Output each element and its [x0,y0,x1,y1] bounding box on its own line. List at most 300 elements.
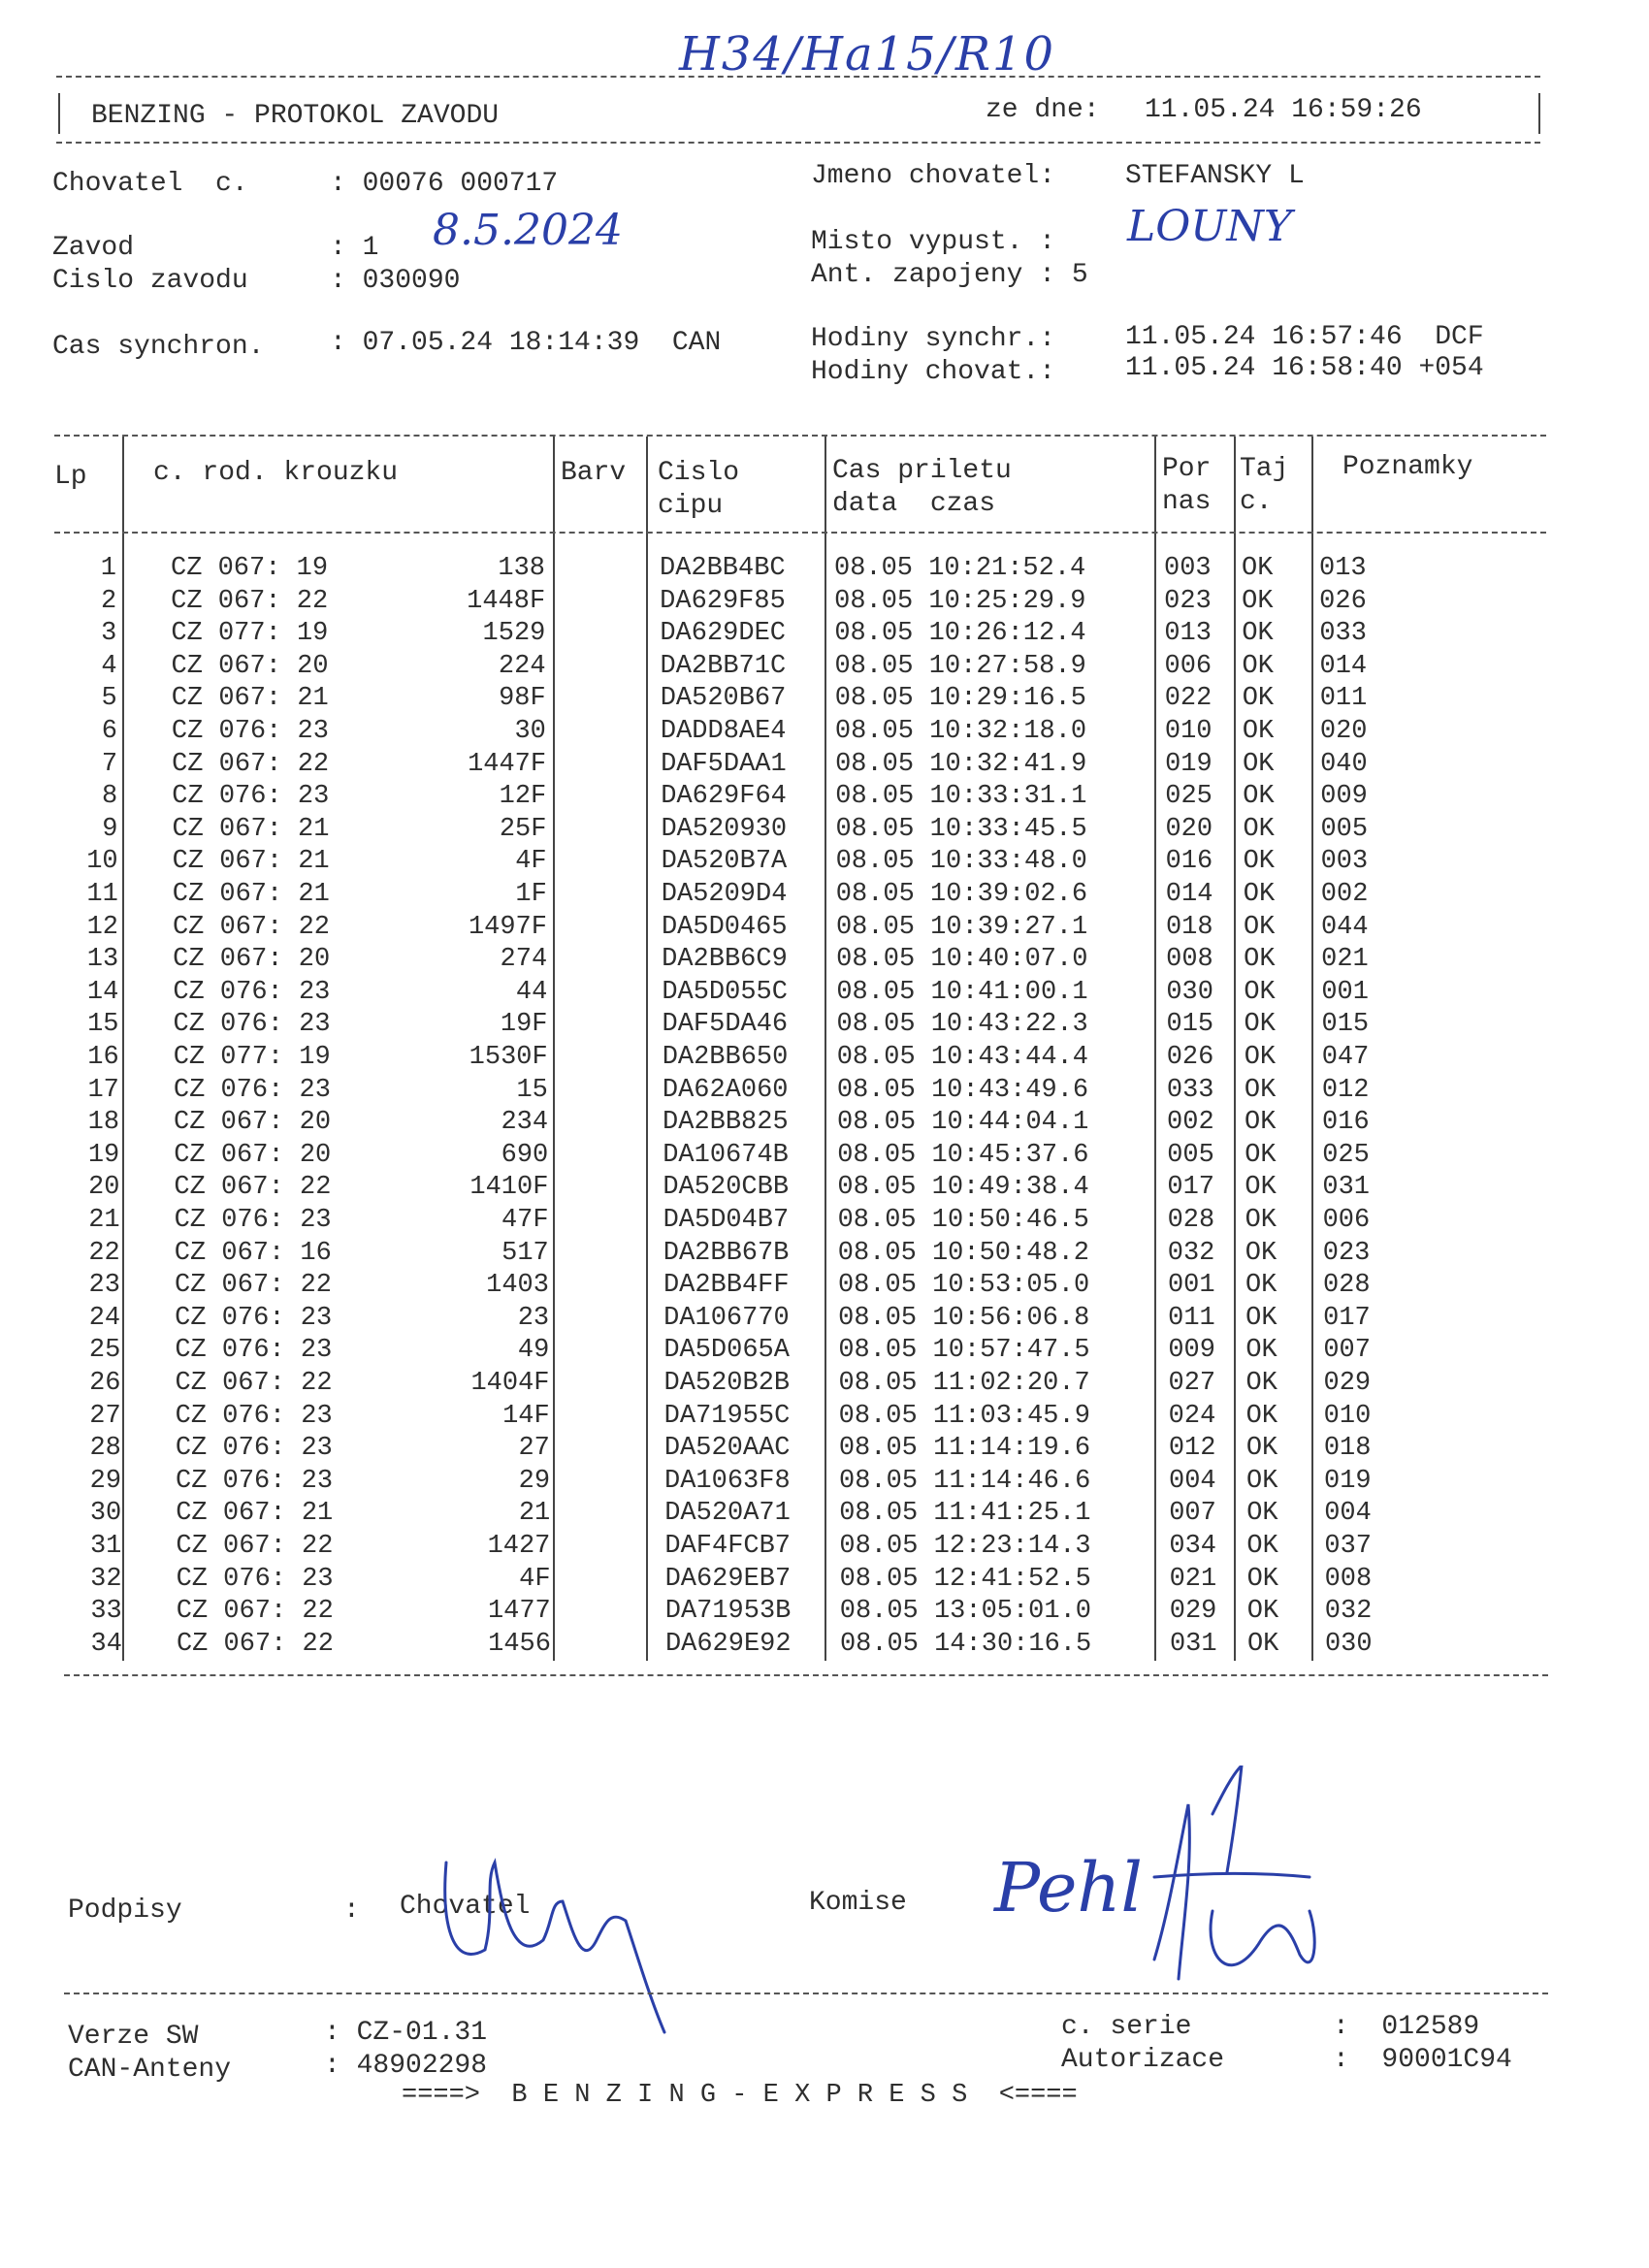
row-secret: OK [1245,1238,1277,1268]
row-ring-number: 1497F [468,912,547,942]
row-lp: 13 [86,945,119,975]
row-ring-number: 1456 [488,1629,551,1659]
row-notes: 047 [1321,1043,1370,1072]
table-bottom-rule [64,1674,1548,1676]
row-ring-prefix: CZ 067: 20 [174,1108,332,1138]
row-chip: DA520B7A [661,847,788,877]
row-rank: 022 [1164,684,1212,714]
row-secret: OK [1246,1532,1278,1561]
row-ring-prefix: CZ 077: 19 [171,619,329,649]
row-ring-prefix: CZ 076: 23 [173,1075,331,1105]
row-secret: OK [1244,1075,1277,1105]
row-secret: OK [1242,586,1274,616]
row-chip: DA2BB67B [663,1238,790,1268]
row-notes: 029 [1323,1369,1372,1398]
row-rank: 021 [1169,1564,1217,1594]
row-notes: 013 [1319,554,1367,583]
row-rank: 014 [1165,880,1213,909]
race-number: : 030090 [330,266,461,296]
commission-signature [989,1766,1339,1998]
row-lp: 7 [101,749,118,779]
row-arrival-time: 08.05 11:03:45.9 [838,1401,1090,1431]
race-date-handwritten: 8.5.2024 [433,206,623,255]
row-secret: OK [1243,782,1275,812]
row-secret: OK [1242,717,1275,746]
row-lp: 9 [102,814,118,844]
row-ring-prefix: CZ 067: 22 [171,586,329,616]
row-ring-prefix: CZ 067: 21 [171,684,329,714]
row-secret: OK [1246,1499,1278,1529]
row-notes: 019 [1324,1466,1372,1496]
row-arrival-time: 08.05 10:49:38.4 [837,1173,1089,1203]
row-notes: 007 [1323,1336,1371,1366]
row-arrival-time: 08.05 12:41:52.5 [839,1564,1091,1594]
row-chip: DA106770 [663,1303,790,1333]
row-secret: OK [1245,1303,1277,1333]
clock-owner-value: 11.05.24 16:58:40 +054 [1125,353,1484,383]
row-ring-number: 1477 [487,1597,551,1627]
row-ring-prefix: CZ 076: 23 [173,1010,331,1040]
row-notes: 026 [1319,586,1367,616]
row-arrival-time: 08.05 10:45:37.6 [837,1140,1089,1170]
row-notes: 040 [1320,749,1368,779]
row-chip: DA2BB825 [663,1108,789,1138]
row-ring-number: 47F [501,1206,549,1235]
row-lp: 10 [86,847,118,877]
col-sep-color [646,437,648,1661]
row-ring-prefix: CZ 067: 21 [176,1499,334,1529]
row-chip: DA520AAC [663,1434,791,1464]
row-ring-prefix: CZ 076: 23 [175,1401,333,1431]
row-arrival-time: 08.05 13:05:01.0 [839,1597,1091,1627]
row-ring-prefix: CZ 067: 21 [172,847,330,877]
row-ring-prefix: CZ 076: 23 [173,977,331,1007]
row-notes: 044 [1320,912,1369,942]
row-arrival-time: 08.05 12:23:14.3 [839,1532,1091,1561]
row-arrival-time: 08.05 10:43:44.4 [836,1043,1088,1072]
row-ring-prefix: CZ 067: 21 [172,880,330,909]
row-lp: 8 [102,782,118,812]
row-ring-prefix: CZ 067: 16 [174,1238,332,1268]
can-antennas-value: : 48902298 [324,2051,488,2081]
row-ring-number: 1404F [470,1369,550,1398]
row-rank: 008 [1166,945,1213,975]
row-arrival-time: 08.05 10:39:27.1 [835,912,1088,942]
row-ring-prefix: CZ 067: 22 [172,912,330,942]
row-chip: DADD8AE4 [660,717,787,746]
race-number-label: Cislo zavodu [52,266,248,296]
row-chip: DA5D065A [663,1336,790,1366]
row-chip: DA2BB650 [662,1043,789,1072]
row-ring-number: 27 [518,1434,550,1464]
row-chip: DAF5DAA1 [661,749,787,779]
row-ring-number: 44 [515,977,548,1007]
row-notes: 003 [1320,847,1369,877]
row-notes: 005 [1320,814,1369,844]
row-rank: 004 [1169,1466,1216,1496]
row-ring-prefix: CZ 067: 22 [174,1271,332,1301]
row-ring-prefix: CZ 067: 20 [171,651,329,681]
row-arrival-time: 08.05 11:02:20.7 [838,1369,1090,1398]
row-secret: OK [1245,1206,1277,1235]
row-lp: 6 [101,717,117,746]
row-rank: 009 [1168,1336,1215,1366]
row-chip: DA5209D4 [661,880,788,909]
row-arrival-time: 08.05 10:43:22.3 [836,1010,1088,1040]
row-chip: DA629EB7 [664,1564,792,1594]
header-ring: c. rod. krouzku [153,458,399,488]
row-arrival-time: 08.05 10:29:16.5 [834,684,1086,714]
row-ring-number: 1530F [469,1043,548,1072]
row-lp: 30 [89,1499,122,1529]
row-rank: 015 [1166,1010,1214,1040]
header-notes: Poznamky [1342,452,1473,482]
authorization-label: Autorizace [1061,2045,1225,2075]
row-lp: 28 [89,1434,121,1464]
header-rank-1: Por [1162,454,1212,484]
row-arrival-time: 08.05 10:26:12.4 [834,619,1086,649]
row-notes: 014 [1319,651,1368,681]
row-arrival-time: 08.05 10:44:04.1 [837,1108,1089,1138]
row-lp: 24 [88,1303,121,1333]
row-ring-number: 1427 [487,1532,551,1561]
row-secret: OK [1243,814,1275,844]
table-header-rule [54,532,1546,534]
row-secret: OK [1242,684,1275,714]
row-lp: 27 [89,1401,121,1431]
row-lp: 17 [87,1075,119,1105]
row-ring-number: 274 [500,945,548,975]
breeder-name-label: Jmeno chovatel: [811,161,1056,191]
row-chip: DA520B2B [663,1369,791,1398]
row-ring-prefix: CZ 076: 23 [172,782,330,812]
row-ring-number: 1F [515,880,547,909]
row-notes: 028 [1322,1271,1371,1301]
row-ring-prefix: CZ 067: 22 [172,749,330,779]
row-secret: OK [1242,619,1274,649]
row-secret: OK [1244,945,1276,975]
row-rank: 012 [1168,1434,1216,1464]
antennas-connected: Ant. zapojeny : 5 [811,260,1088,290]
breeder-number-label: Chovatel c. [52,169,248,199]
row-rank: 029 [1169,1597,1217,1627]
row-secret: OK [1245,1173,1277,1203]
row-notes: 002 [1320,880,1369,909]
row-secret: OK [1242,554,1274,583]
row-chip: DA5D04B7 [663,1206,790,1235]
row-lp: 14 [86,977,119,1007]
row-rank: 023 [1164,586,1212,616]
authorization-value: : 90001C94 [1333,2045,1512,2075]
breeder-signature-label: Chovatel [400,1892,531,1922]
row-ring-number: 25F [499,814,547,844]
row-lp: 12 [86,912,118,942]
row-arrival-time: 08.05 10:53:05.0 [837,1271,1090,1301]
row-lp: 33 [90,1597,122,1627]
row-lp: 22 [88,1238,120,1268]
row-secret: OK [1243,749,1275,779]
serial-value: : 012589 [1333,2012,1480,2042]
row-secret: OK [1246,1564,1278,1594]
header-left-border [58,93,60,134]
clock-sync-value: 11.05.24 16:57:46 DCF [1125,322,1484,352]
row-ring-number: 14F [502,1401,550,1431]
row-notes: 032 [1324,1597,1373,1627]
row-arrival-time: 08.05 10:25:29.9 [834,586,1086,616]
row-chip: DA2BB6C9 [662,945,788,975]
row-arrival-time: 08.05 10:40:07.0 [836,945,1088,975]
row-lp: 2 [100,586,117,616]
clock-sync-label: Hodiny synchr.: [811,324,1056,354]
row-ring-prefix: CZ 076: 23 [175,1303,333,1333]
signatures-colon: : [343,1895,360,1926]
row-notes: 006 [1322,1206,1371,1235]
row-rank: 010 [1164,717,1212,746]
row-secret: OK [1245,1271,1277,1301]
header-time-1: Cas priletu [832,456,1012,486]
row-rank: 016 [1165,847,1213,877]
row-ring-number: 49 [517,1336,550,1366]
row-ring-prefix: CZ 076: 23 [176,1564,334,1594]
row-ring-number: 4F [515,847,547,877]
row-secret: OK [1246,1466,1278,1496]
row-ring-prefix: CZ 076: 23 [175,1336,333,1366]
signatures-label: Podpisy [68,1895,182,1926]
row-rank: 028 [1167,1206,1215,1235]
row-lp: 20 [88,1173,120,1203]
clock-owner-label: Hodiny chovat.: [811,357,1056,387]
row-notes: 030 [1324,1629,1373,1659]
row-arrival-time: 08.05 10:50:48.2 [837,1238,1090,1268]
row-secret: OK [1245,1108,1277,1138]
header-rank-2: nas [1162,487,1212,517]
row-arrival-time: 08.05 11:41:25.1 [839,1499,1091,1529]
row-notes: 017 [1323,1303,1371,1333]
row-ring-number: 517 [501,1238,549,1268]
row-rank: 005 [1167,1140,1214,1170]
row-secret: OK [1246,1629,1279,1659]
row-notes: 031 [1322,1173,1371,1203]
col-sep-ring [553,437,555,1661]
row-ring-prefix: CZ 067: 22 [176,1597,334,1627]
report-date-value: 11.05.24 16:59:26 [1145,95,1422,125]
row-secret: OK [1244,977,1276,1007]
row-lp: 26 [89,1369,121,1398]
row-ring-prefix: CZ 076: 23 [174,1206,332,1235]
row-arrival-time: 08.05 14:30:16.5 [839,1629,1092,1659]
row-rank: 020 [1165,814,1213,844]
header-chip-2: cipu [658,491,724,521]
row-rank: 033 [1166,1075,1214,1105]
row-arrival-time: 08.05 11:14:46.6 [839,1466,1091,1496]
row-chip: DA71955C [663,1401,791,1431]
row-arrival-time: 08.05 10:39:02.6 [835,880,1088,909]
row-chip: DA520930 [661,814,788,844]
row-rank: 026 [1166,1043,1214,1072]
row-rank: 027 [1168,1369,1216,1398]
header-top-rule [56,76,1540,78]
row-lp: 5 [101,684,117,714]
row-secret: OK [1244,1043,1277,1072]
row-ring-prefix: CZ 067: 22 [176,1629,334,1659]
row-rank: 025 [1165,782,1212,812]
row-notes: 023 [1322,1238,1371,1268]
row-ring-prefix: CZ 067: 21 [172,814,330,844]
row-arrival-time: 08.05 11:14:19.6 [838,1434,1091,1464]
row-rank: 003 [1164,554,1212,583]
row-lp: 19 [87,1140,120,1170]
sync-time-value: : 07.05.24 18:14:39 CAN [330,328,722,358]
row-rank: 007 [1169,1499,1216,1529]
row-arrival-time: 08.05 10:21:52.4 [834,554,1086,583]
can-antennas-label: CAN-Anteny [68,2055,232,2085]
row-lp: 16 [87,1043,119,1072]
row-chip: DA2BB4FF [663,1271,790,1301]
row-chip: DAF4FCB7 [664,1532,792,1561]
row-ring-prefix: CZ 067: 20 [174,1140,332,1170]
row-rank: 006 [1164,651,1212,681]
row-lp: 18 [87,1108,120,1138]
row-rank: 031 [1169,1629,1217,1659]
row-ring-number: 1410F [469,1173,549,1203]
row-ring-number: 19F [500,1010,548,1040]
row-secret: OK [1245,1401,1278,1431]
row-chip: DA10674B [663,1140,789,1170]
report-date-label: ze dne: [986,95,1100,125]
row-chip: DA1063F8 [664,1466,791,1496]
header-chip-1: Cislo [658,458,740,488]
row-rank: 034 [1169,1532,1216,1561]
row-arrival-time: 08.05 10:43:49.6 [836,1075,1089,1105]
row-chip: DA2BB4BC [660,554,786,583]
row-lp: 21 [88,1206,120,1235]
row-secret: OK [1245,1336,1277,1366]
report-title: BENZING - PROTOKOL ZAVODU [91,101,500,131]
row-secret: OK [1246,1597,1279,1627]
row-ring-prefix: CZ 067: 22 [176,1532,334,1561]
row-secret: OK [1243,912,1276,942]
row-chip: DA629F85 [660,586,786,616]
row-arrival-time: 08.05 10:50:46.5 [837,1206,1089,1235]
row-secret: OK [1245,1434,1278,1464]
row-chip: DA71953B [664,1597,792,1627]
row-ring-prefix: CZ 067: 20 [173,945,331,975]
row-notes: 033 [1319,619,1367,649]
commission-label: Komise [809,1888,907,1918]
sync-time-label: Cas synchron. [52,332,265,362]
row-ring-number: 224 [498,651,546,681]
row-arrival-time: 08.05 10:27:58.9 [834,651,1086,681]
row-lp: 32 [90,1564,122,1594]
row-ring-number: 234 [501,1108,549,1138]
release-place-handwritten: LOUNY [1127,202,1292,251]
row-notes: 004 [1324,1499,1372,1529]
row-ring-number: 690 [501,1140,549,1170]
row-ring-number: 21 [518,1499,551,1529]
row-secret: OK [1243,880,1276,909]
row-rank: 002 [1167,1108,1214,1138]
row-lp: 25 [88,1336,121,1366]
row-arrival-time: 08.05 10:33:31.1 [835,782,1087,812]
row-ring-prefix: CZ 067: 19 [171,554,329,583]
row-ring-prefix: CZ 076: 23 [171,717,329,746]
row-ring-number: 23 [517,1303,550,1333]
release-place-label: Misto vypust. : [811,227,1056,257]
row-ring-prefix: CZ 076: 23 [176,1466,334,1496]
row-ring-number: 138 [498,554,545,583]
row-secret: OK [1245,1369,1277,1398]
row-rank: 017 [1167,1173,1215,1203]
row-ring-number: 4F [519,1564,551,1594]
row-lp: 1 [100,554,116,583]
header-color: Barv [561,458,627,488]
brand-line: ====> B E N Z I N G - E X P R E S S <==== [402,2081,1078,2110]
row-notes: 011 [1319,684,1368,714]
row-secret: OK [1243,847,1276,877]
row-notes: 009 [1320,782,1368,812]
handwritten-reference: H34/Ha15/R10 [679,27,1056,81]
row-ring-number: 1448F [467,586,546,616]
footer-rule [64,1993,1548,1994]
row-ring-number: 1447F [468,749,547,779]
row-notes: 001 [1321,977,1369,1007]
row-notes: 012 [1321,1075,1370,1105]
sw-version-label: Verze SW [68,2022,199,2052]
header-right-border [1538,93,1540,134]
header-bottom-rule [56,142,1540,144]
row-notes: 018 [1323,1434,1372,1464]
col-sep-lp [122,437,124,1661]
row-ring-number: 1529 [482,619,546,649]
row-arrival-time: 08.05 10:32:41.9 [835,749,1087,779]
row-lp: 3 [101,619,117,649]
header-lp: Lp [54,462,87,492]
row-secret: OK [1244,1010,1276,1040]
row-chip: DA520A71 [664,1499,791,1529]
row-ring-prefix: CZ 077: 19 [173,1043,331,1072]
row-arrival-time: 08.05 10:32:18.0 [834,717,1087,746]
row-ring-number: 98F [499,684,546,714]
row-chip: DA520CBB [663,1173,790,1203]
row-chip: DA62A060 [662,1075,789,1105]
breeder-signature [427,1843,737,2037]
commission-signature-text: Pehl [994,1848,1143,1928]
row-notes: 015 [1321,1010,1370,1040]
row-lp: 29 [89,1466,122,1496]
row-lp: 23 [88,1271,120,1301]
row-arrival-time: 08.05 10:41:00.1 [836,977,1088,1007]
header-secret-2: c. [1240,487,1273,517]
row-chip: DA5D0465 [661,912,788,942]
breeder-name: STEFANSKY L [1125,161,1305,191]
table-top-rule [54,435,1546,437]
row-ring-prefix: CZ 067: 22 [175,1369,333,1398]
row-chip: DA5D055C [662,977,788,1007]
row-chip: DA2BB71C [660,651,787,681]
row-chip: DAF5DA46 [662,1010,789,1040]
row-lp: 15 [87,1010,119,1040]
row-rank: 019 [1165,749,1212,779]
row-chip: DA629F64 [661,782,787,812]
row-notes: 037 [1324,1532,1372,1561]
row-chip: DA520B67 [660,684,787,714]
row-rank: 018 [1165,912,1213,942]
row-rank: 013 [1164,619,1212,649]
row-rank: 030 [1166,977,1213,1007]
row-ring-number: 29 [518,1466,551,1496]
sw-version-value: : CZ-01.31 [324,2018,488,2048]
row-lp: 4 [101,651,117,681]
